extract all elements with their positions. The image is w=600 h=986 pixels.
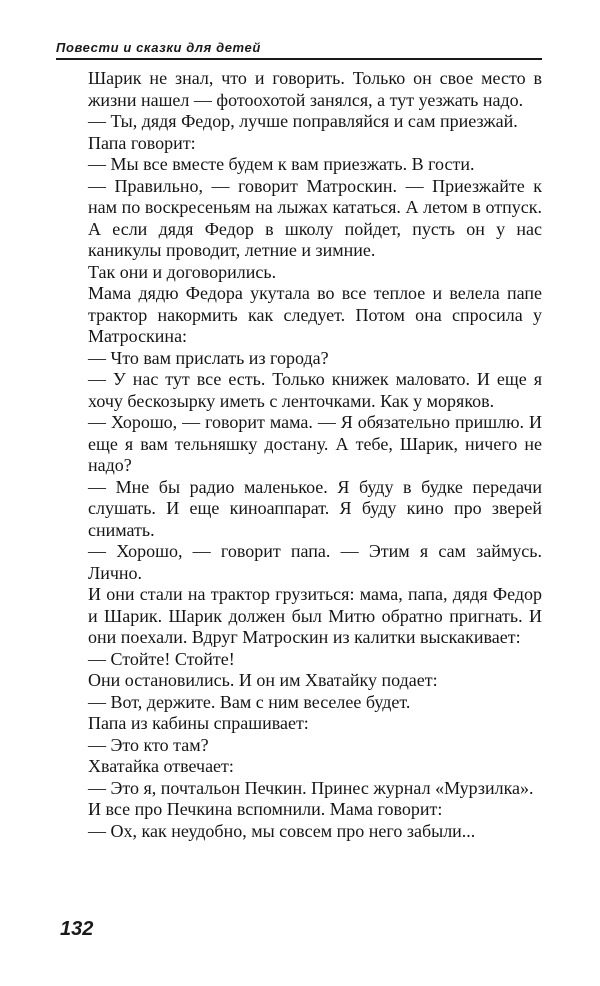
paragraph: — Хорошо, — говорит мама. — Я обязательно пришлю. И еще я вам тельняшку достану. А тебе, Шарик, ничего не надо? xyxy=(88,412,542,475)
paragraph: — Мне бы радио маленькое. Я буду в будке передачи слушать. И еще киноаппарат. Я буду кино про зверей снимать. xyxy=(88,476,542,540)
paragraph: — Что вам прислать из города? xyxy=(88,347,329,368)
paragraph: Папа говорит: xyxy=(88,132,196,153)
paragraph: — Вот, держите. Вам с ним веселее будет. xyxy=(88,691,411,712)
paragraph: — Ох, как неудобно, мы совсем про него забыли... xyxy=(88,820,476,841)
paragraph: — Это кто там? xyxy=(88,734,209,755)
paragraph: — Стойте! Стойте! xyxy=(88,648,235,669)
paragraph: Шарик не знал, что и говорить. Только он свое место в жизни нашел — фотоохотой занялся, а тут уезжать надо. xyxy=(88,68,542,110)
paragraph: Они остановились. И он им Хватайку подает: xyxy=(88,670,438,690)
paragraph: Хватайка отвечает: xyxy=(88,756,234,776)
paragraph: — Правильно, — говорит Матроскин. — Приезжайте к нам по воскресеньям на лыжах кататься. А летом в отпуск. А если дядя Федор в школу пойдет, пусть он у нас каникулы проводит, летние и зимние. xyxy=(88,175,542,260)
running-header: Повести и сказки для детей xyxy=(56,40,261,55)
header-rule xyxy=(56,58,542,60)
paragraph: И все про Печкина вспомнили. Мама говорит: xyxy=(88,799,443,819)
paragraph: Папа из кабины спрашивает: xyxy=(88,713,309,733)
paragraph: — Ты, дядя Федор, лучше поправляйся и сам приезжай. xyxy=(88,111,518,131)
body-text xyxy=(88,68,542,842)
paragraph: — Это я, почтальон Печкин. Принес журнал «Мурзилка». xyxy=(88,777,534,798)
paragraph: Так они и договорились. xyxy=(88,261,277,282)
page-number: 132 xyxy=(60,918,94,940)
paragraph: И они стали на трактор грузиться: мама, папа, дядя Федор и Шарик. Шарик должен был Митю обратно пригнать. И они поехали. Вдруг Матроскин из калитки выскакивает: xyxy=(88,584,542,647)
paragraph: — У нас тут все есть. Только книжек маловато. И еще я хочу бескозырку иметь с ленточками. Как у моряков. xyxy=(88,369,542,411)
paragraph: — Хорошо, — говорит папа. — Этим я сам займусь. Лично. xyxy=(88,541,542,583)
paragraph: Мама дядю Федора укутала во все теплое и велела папе трактор накормить как следует. Потом она спросила у Матроскина: xyxy=(88,283,542,346)
paragraph: — Мы все вместе будем к вам приезжать. В гости. xyxy=(88,154,475,174)
